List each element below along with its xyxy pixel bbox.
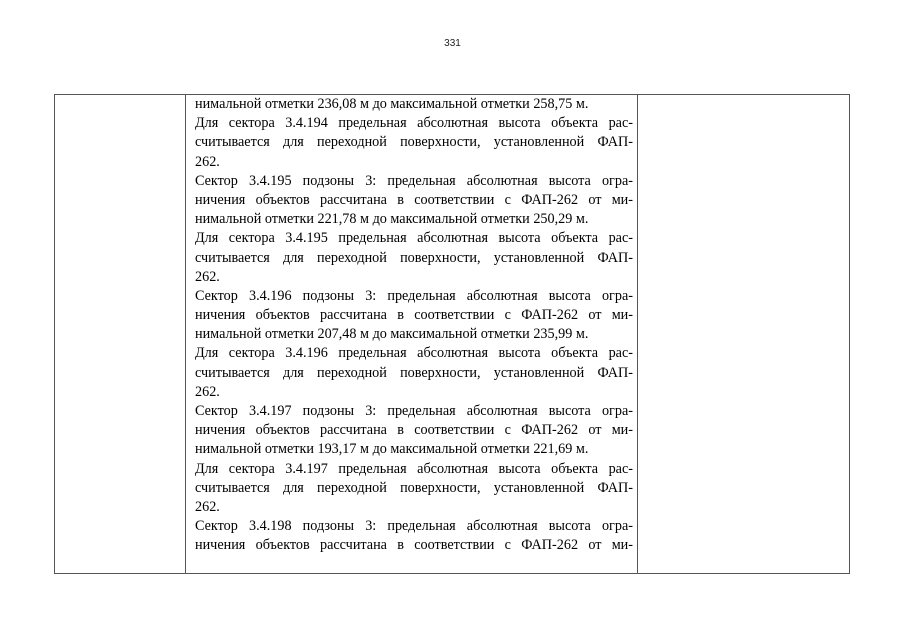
document-table: [54, 94, 850, 574]
text-line: 262.: [195, 153, 220, 170]
page-number: 331: [444, 38, 461, 49]
text-line: 262.: [195, 498, 220, 515]
text-line: нимальной отметки 193,17 м до максимальной отметки 221,69 м.: [195, 441, 589, 458]
text-line: считывается для переходной поверхности, установленной ФАП-: [195, 479, 633, 496]
text-line: Сектор 3.4.196 подзоны 3: предельная абсолютная высота огра-: [195, 287, 633, 304]
text-line: считывается для переходной поверхности, установленной ФАП-: [195, 249, 633, 266]
table-cell-left: [55, 95, 186, 573]
text-line: Для сектора 3.4.194 предельная абсолютная высота объекта рас-: [195, 115, 633, 132]
text-line: Для сектора 3.4.195 предельная абсолютная высота объекта рас-: [195, 230, 633, 247]
text-line: 262.: [195, 383, 220, 400]
text-line: Сектор 3.4.198 подзоны 3: предельная абсолютная высота огра-: [195, 518, 633, 535]
text-line: Сектор 3.4.197 подзоны 3: предельная абсолютная высота огра-: [195, 403, 633, 419]
text-line: нимальной отметки 236,08 м до максимальной отметки 258,75 м.: [195, 96, 589, 112]
text-line: Сектор 3.4.195 подзоны 3: предельная абсолютная высота огра-: [195, 172, 633, 189]
text-line: Для сектора 3.4.196 предельная абсолютная высота объекта рас-: [195, 345, 633, 362]
text-line: считывается для переходной поверхности, установленной ФАП-: [195, 134, 633, 151]
text-line: Для сектора 3.4.197 предельная абсолютная высота объекта рас-: [195, 460, 633, 477]
text-line: ничения объектов рассчитана в соответствии с ФАП-262 от ми-: [195, 537, 633, 554]
text-line: ничения объектов рассчитана в соответствии с ФАП-262 от ми-: [195, 422, 633, 439]
table-cell-right: [637, 95, 850, 573]
text-line: ничения объектов рассчитана в соответствии с ФАП-262 от ми-: [195, 307, 633, 324]
text-line: считывается для переходной поверхности, установленной ФАП-: [195, 364, 633, 381]
table-cell-text: [195, 95, 633, 573]
text-line: 262.: [195, 268, 220, 285]
text-line: нимальной отметки 207,48 м до максимальной отметки 235,99 м.: [195, 326, 589, 343]
text-line: нимальной отметки 221,78 м до максимальной отметки 250,29 м.: [195, 211, 589, 228]
text-line: ничения объектов рассчитана в соответствии с ФАП-262 от ми-: [195, 191, 633, 208]
